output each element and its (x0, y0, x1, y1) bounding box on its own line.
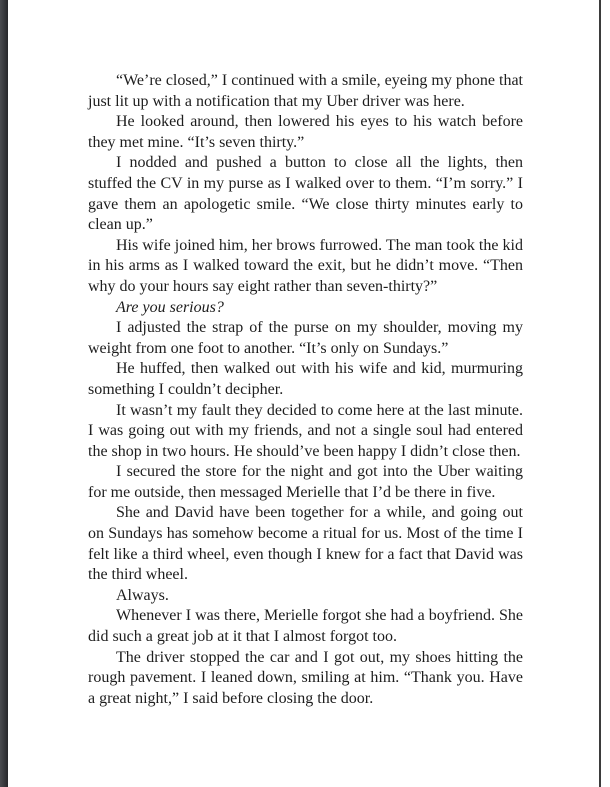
page-text-block (88, 71, 523, 709)
paragraph: It wasn’t my fault they decided to come here at the last minute. I was going out with my friends, and not a single soul had entered the shop in two hours. He should’ve been happy I didn’t close then. (88, 401, 523, 460)
paragraph: I adjusted the strap of the purse on my shoulder, moving my weight from one foot to another. “It’s only on Sundays.” (88, 319, 523, 357)
page-right-edge-line (599, 0, 601, 787)
paragraph: Whenever I was there, Merielle forgot she had a boyfriend. She did such a great job at it that I almost forgot too. (88, 607, 523, 646)
paragraph: The driver stopped the car and I got out, my shoes hitting the rough pavement. I leaned down, smiling at him. “Thank you. Have a great night,” I said before closing the door. (88, 648, 523, 707)
paragraph-inner-thought: Are you serious? (116, 298, 224, 316)
page-left-edge (0, 0, 8, 787)
paragraph: “We’re closed,” I continued with a smile, eyeing my phone that just lit up with a notification that my Uber driver was here. (88, 72, 523, 110)
paragraph: He huffed, then walked out with his wife and kid, murmuring something I couldn’t decipher. (88, 360, 523, 398)
paragraph: His wife joined him, her brows furrowed. The man took the kid in his arms as I walked toward the exit, but he didn’t move. “Then why do your hours say eight rather than seven-thirty?” (88, 236, 523, 295)
paragraph: Always. (116, 586, 169, 604)
paragraph: He looked around, then lowered his eyes to his watch before they met mine. “It’s seven thirty.” (88, 113, 523, 151)
paragraph: She and David have been together for a while, and going out on Sundays has somehow become a ritual for us. Most of the time I felt like a third wheel, even though I knew for a fact that David was the third wheel. (88, 504, 523, 584)
paragraph: I nodded and pushed a button to close all the lights, then stuffed the CV in my purse as I walked over to them. “I’m sorry.” I gave them an apologetic smile. “We close thirty minutes early to clean up.” (88, 154, 523, 234)
paragraph: I secured the store for the night and got into the Uber waiting for me outside, then messaged Merielle that I’d be there in five. (88, 463, 523, 501)
